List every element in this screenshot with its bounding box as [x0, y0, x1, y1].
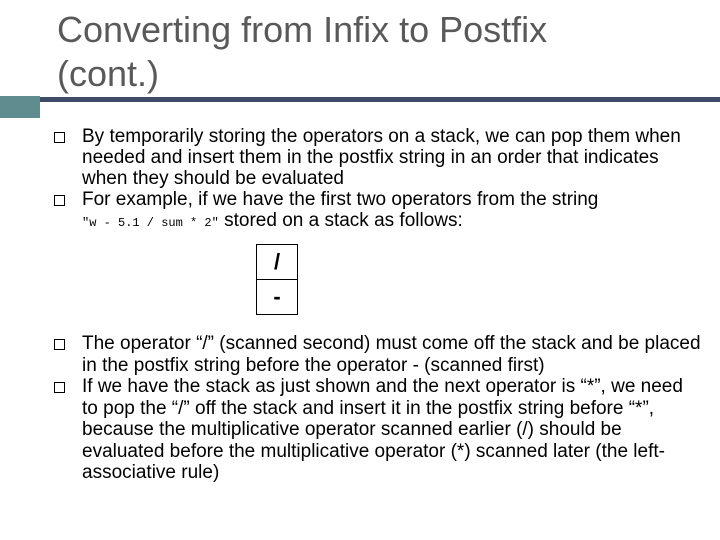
bullet-text: If we have the stack as just shown and the next operator is “*”, we need to pop the “/” off the stack and insert it in the postfix string before “*”, because the multiplicative operator scanned earlier (/) should be evaluated before the multiplicative operator (*) scanned later (the left-associative rule) [82, 376, 683, 483]
title-rule-accent [0, 96, 40, 118]
square-bullet-icon [54, 339, 65, 350]
title-rule-line [40, 97, 720, 102]
bullet-text: The operator “/” (scanned second) must come off the stack and be placed in the postfix string before the operator - (scanned first) [82, 333, 701, 376]
bullet-list-bottom [52, 333, 702, 484]
bullet-text: By temporarily storing the operators on a stack, we can pop them when needed and insert them in the postfix string in an order that indicates when they should be evaluated [82, 126, 681, 189]
bullet-item [52, 189, 702, 234]
bullet-item [52, 333, 702, 376]
slide-title-line-2: (cont.) [57, 53, 160, 94]
square-bullet-icon [54, 382, 65, 393]
square-bullet-icon [54, 195, 65, 206]
bullet-list-top [52, 126, 702, 234]
bullet-item [52, 376, 702, 484]
bullet-item [52, 126, 702, 189]
slide-title-line-1: Converting from Infix to Postfix [57, 9, 548, 50]
stack-bottom-cell: - [257, 279, 297, 314]
stack-top-cell: / [273, 249, 281, 274]
square-bullet-icon [54, 132, 65, 143]
bullet-text-after: stored on a stack as follows: [218, 210, 463, 231]
operator-stack [256, 244, 298, 315]
bullet-text-before: For example, if we have the first two operators from the string [82, 189, 599, 210]
slide-title [57, 8, 697, 96]
example-expression: "w - 5.1 / sum * 2" [82, 216, 219, 230]
